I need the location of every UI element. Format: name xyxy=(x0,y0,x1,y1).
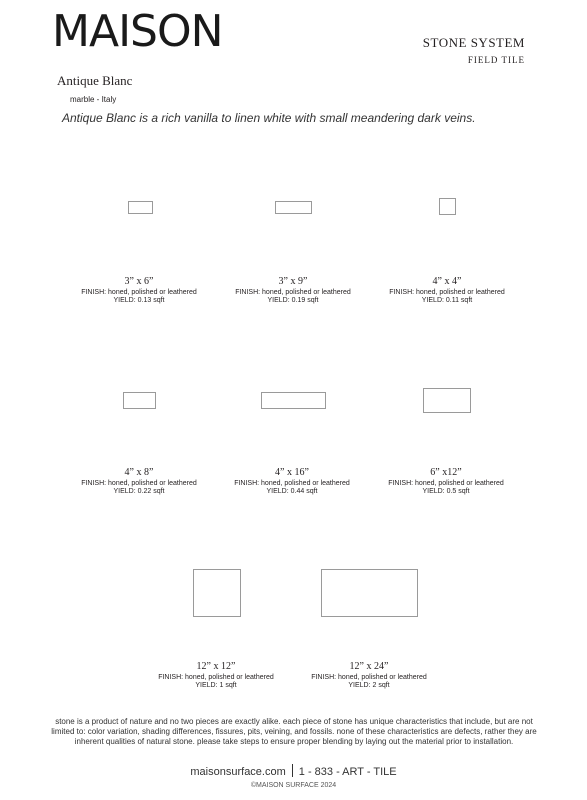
tile-caption xyxy=(64,467,214,497)
tile-yield: YIELD: 0.44 sqft xyxy=(266,488,318,496)
system-subtitle: FIELD TILE xyxy=(467,55,525,65)
tile-caption xyxy=(64,276,214,306)
tile-yield: YIELD: 2 sqft xyxy=(348,682,390,690)
product-name: Antique Blanc xyxy=(57,73,133,88)
tile-swatch xyxy=(123,392,156,409)
tile-finish: FINISH: honed, polished or leathered xyxy=(234,480,350,487)
tile-size: 12” x 12” xyxy=(196,661,236,672)
tile-yield: YIELD: 1 sqft xyxy=(195,682,237,690)
product-description: Antique Blanc is a rich vanilla to linen white with small meandering dark veins. xyxy=(62,111,476,125)
tile-size: 4” x 4” xyxy=(432,276,462,287)
tile-finish: FINISH: honed, polished or leathered xyxy=(389,289,505,296)
tile-caption xyxy=(217,467,367,497)
tile-finish: FINISH: honed, polished or leathered xyxy=(81,289,197,296)
tile-yield: YIELD: 0.5 sqft xyxy=(422,488,470,496)
tile-yield: YIELD: 0.11 sqft xyxy=(421,297,473,305)
tile-caption xyxy=(141,661,291,691)
disclaimer: stone is a product of nature and no two pieces are exactly alike. each piece of stone has unique characteristics that include, but are not limited to: color variation, shading differences, fissures, pits, veining, and fossils. none of these characteristics are defects, rather they are inherent qualities of natural stone. please take steps to ensure proper blending by laying out the material prior to installation. xyxy=(51,717,537,746)
tile-yield: YIELD: 0.13 sqft xyxy=(113,297,165,305)
tile-size: 12” x 24” xyxy=(349,661,389,672)
tile-caption xyxy=(294,661,444,691)
tile-swatch xyxy=(439,198,456,215)
product-origin: marble - Italy xyxy=(70,95,117,104)
tile-finish: FINISH: honed, polished or leathered xyxy=(388,480,504,487)
tile-swatch xyxy=(128,201,153,214)
tile-caption xyxy=(372,276,522,306)
tile-finish: FINISH: honed, polished or leathered xyxy=(311,674,427,681)
tile-swatch xyxy=(261,392,326,409)
tile-size: 3” x 9” xyxy=(278,276,308,287)
tile-finish: FINISH: honed, polished or leathered xyxy=(81,480,197,487)
tile-caption xyxy=(218,276,368,306)
tile-finish: FINISH: honed, polished or leathered xyxy=(235,289,351,296)
divider xyxy=(292,764,293,777)
system-title: STONE SYSTEM xyxy=(422,35,525,50)
tile-swatch xyxy=(275,201,312,214)
brand-logo: MAISON xyxy=(52,6,223,57)
contact-line xyxy=(0,764,587,778)
tile-swatch xyxy=(321,569,418,617)
tile-size: 3” x 6” xyxy=(124,276,154,287)
tile-size: 4” x 8” xyxy=(124,467,154,478)
copyright: ©MAISON SURFACE 2024 xyxy=(250,782,337,789)
tile-yield: YIELD: 0.22 sqft xyxy=(113,488,165,496)
tile-finish: FINISH: honed, polished or leathered xyxy=(158,674,274,681)
tile-size: 4” x 16” xyxy=(275,467,309,478)
tile-yield: YIELD: 0.19 sqft xyxy=(267,297,319,305)
tile-size: 6” x12” xyxy=(430,467,462,478)
tile-swatch xyxy=(423,388,471,413)
phone-number[interactable]: 1 - 833 - ART - TILE xyxy=(298,766,397,778)
website-link[interactable]: maisonsurface.com xyxy=(190,766,286,778)
tile-swatch xyxy=(193,569,241,617)
tile-caption xyxy=(371,467,521,497)
